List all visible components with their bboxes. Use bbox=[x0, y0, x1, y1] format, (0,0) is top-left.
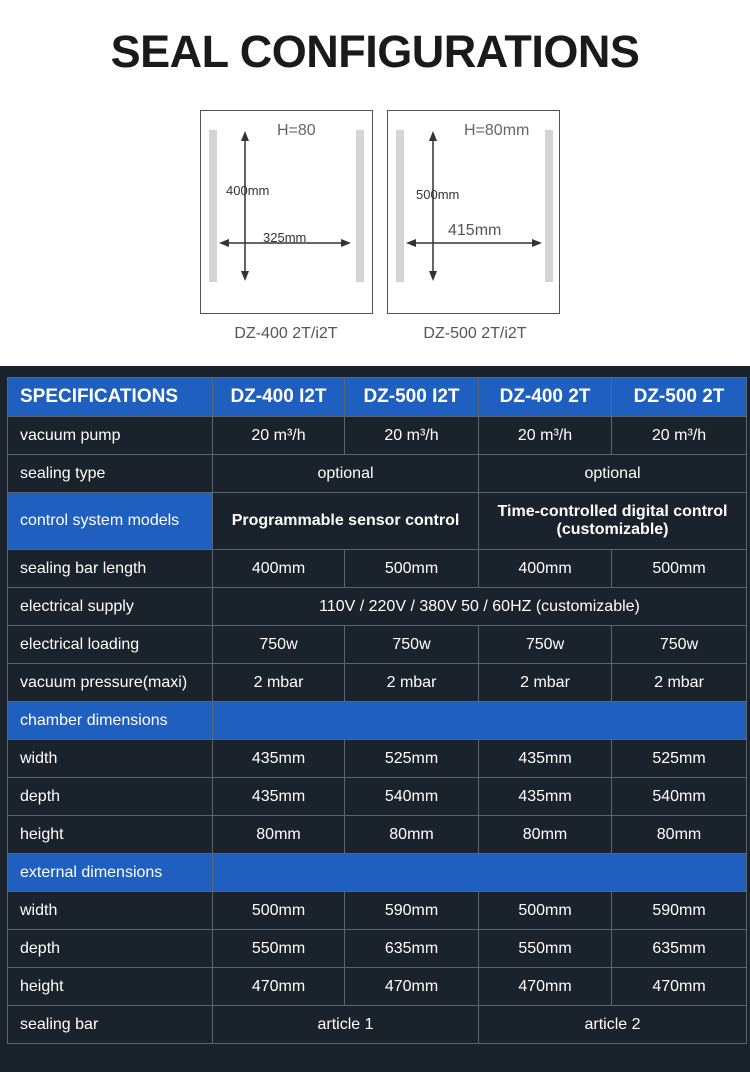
row-label: sealing bar length bbox=[8, 550, 213, 588]
horizontal-dimension: 325mm bbox=[263, 230, 307, 245]
vertical-dimension: 400mm bbox=[226, 183, 270, 198]
row-label: width bbox=[8, 892, 213, 930]
table-row bbox=[8, 455, 747, 493]
table-header-row bbox=[8, 378, 747, 417]
table-row bbox=[8, 664, 747, 702]
row-label: sealing bar bbox=[8, 1006, 213, 1044]
table-cell: 435mm bbox=[479, 740, 612, 778]
row-label: electrical supply bbox=[8, 588, 213, 626]
row-label: electrical loading bbox=[8, 626, 213, 664]
table-row bbox=[8, 417, 747, 455]
table-cell: 470mm bbox=[612, 968, 747, 1006]
table-row bbox=[8, 493, 747, 550]
control-line-2: (customizable) bbox=[556, 521, 669, 538]
table-cell: optional bbox=[479, 455, 747, 493]
table-row bbox=[8, 968, 747, 1006]
table-row bbox=[8, 930, 747, 968]
table-row bbox=[8, 892, 747, 930]
table-cell: 435mm bbox=[479, 778, 612, 816]
diagram-model-label: DZ-400 2T/i2T bbox=[234, 325, 338, 342]
table-cell: 525mm bbox=[345, 740, 479, 778]
header-cell: DZ-400 I2T bbox=[213, 378, 345, 417]
table-cell: optional bbox=[213, 455, 479, 493]
row-label: width bbox=[8, 740, 213, 778]
table-cell: 470mm bbox=[345, 968, 479, 1006]
table-row bbox=[8, 588, 747, 626]
section-fill bbox=[213, 702, 747, 740]
table-cell: 525mm bbox=[612, 740, 747, 778]
table-cell: 80mm bbox=[345, 816, 479, 854]
table-cell: 750w bbox=[345, 626, 479, 664]
diagram-model-label: DZ-500 2T/i2T bbox=[423, 325, 527, 342]
row-label: depth bbox=[8, 778, 213, 816]
seal-diagram-dz500 bbox=[387, 110, 560, 314]
table-row bbox=[8, 626, 747, 664]
table-cell: 20 m³/h bbox=[479, 417, 612, 455]
header-cell: SPECIFICATIONS bbox=[8, 378, 213, 417]
row-label: height bbox=[8, 968, 213, 1006]
table-cell: 750w bbox=[612, 626, 747, 664]
table-cell: 500mm bbox=[213, 892, 345, 930]
table-cell: 80mm bbox=[479, 816, 612, 854]
table-row bbox=[8, 1006, 747, 1044]
table-cell bbox=[479, 493, 747, 550]
row-label: depth bbox=[8, 930, 213, 968]
section-label: external dimensions bbox=[8, 854, 213, 892]
dimension-arrows bbox=[388, 111, 561, 315]
table-cell: 635mm bbox=[612, 930, 747, 968]
header-cell: DZ-500 2T bbox=[612, 378, 747, 417]
row-label: vacuum pressure(maxi) bbox=[8, 664, 213, 702]
table-cell: Programmable sensor control bbox=[213, 493, 479, 550]
row-label: sealing type bbox=[8, 455, 213, 493]
row-label: control system models bbox=[8, 493, 213, 550]
table-cell: 750w bbox=[479, 626, 612, 664]
seal-diagram-dz400 bbox=[200, 110, 373, 314]
section-label: chamber dimensions bbox=[8, 702, 213, 740]
table-cell: article 1 bbox=[213, 1006, 479, 1044]
horizontal-dimension: 415mm bbox=[448, 222, 502, 239]
table-cell: 20 m³/h bbox=[612, 417, 747, 455]
table-cell: 2 mbar bbox=[612, 664, 747, 702]
table-cell: 80mm bbox=[213, 816, 345, 854]
table-cell: 635mm bbox=[345, 930, 479, 968]
height-label: H=80mm bbox=[464, 122, 530, 139]
height-label: H=80 bbox=[277, 122, 316, 139]
table-cell: 2 mbar bbox=[213, 664, 345, 702]
table-cell: 550mm bbox=[479, 930, 612, 968]
control-line-1: Time-controlled digital control bbox=[497, 503, 728, 520]
specifications-table bbox=[7, 377, 747, 1044]
table-cell: 470mm bbox=[213, 968, 345, 1006]
section-row bbox=[8, 702, 747, 740]
table-row bbox=[8, 740, 747, 778]
table-row bbox=[8, 816, 747, 854]
dimension-arrows bbox=[201, 111, 374, 315]
specifications-panel bbox=[0, 366, 750, 1072]
table-cell: 500mm bbox=[612, 550, 747, 588]
table-cell: 400mm bbox=[213, 550, 345, 588]
table-cell: 750w bbox=[213, 626, 345, 664]
vertical-dimension: 500mm bbox=[416, 187, 460, 202]
table-cell: 500mm bbox=[345, 550, 479, 588]
table-cell: 550mm bbox=[213, 930, 345, 968]
table-cell: 590mm bbox=[345, 892, 479, 930]
table-cell: 20 m³/h bbox=[213, 417, 345, 455]
table-cell: 20 m³/h bbox=[345, 417, 479, 455]
table-cell: 435mm bbox=[213, 778, 345, 816]
table-cell: 500mm bbox=[479, 892, 612, 930]
table-cell: 400mm bbox=[479, 550, 612, 588]
row-label: vacuum pump bbox=[8, 417, 213, 455]
table-cell: 110V / 220V / 380V 50 / 60HZ (customizable) bbox=[213, 588, 747, 626]
table-cell: 2 mbar bbox=[345, 664, 479, 702]
table-cell: 80mm bbox=[612, 816, 747, 854]
table-cell: 590mm bbox=[612, 892, 747, 930]
table-cell: 2 mbar bbox=[479, 664, 612, 702]
table-row bbox=[8, 778, 747, 816]
table-cell: article 2 bbox=[479, 1006, 747, 1044]
header-cell: DZ-400 2T bbox=[479, 378, 612, 417]
table-cell: 540mm bbox=[612, 778, 747, 816]
table-row bbox=[8, 550, 747, 588]
table-cell: 470mm bbox=[479, 968, 612, 1006]
page-title: SEAL CONFIGURATIONS bbox=[110, 26, 640, 77]
table-cell: 435mm bbox=[213, 740, 345, 778]
section-row bbox=[8, 854, 747, 892]
row-label: height bbox=[8, 816, 213, 854]
header-cell: DZ-500 I2T bbox=[345, 378, 479, 417]
table-cell: 540mm bbox=[345, 778, 479, 816]
section-fill bbox=[213, 854, 747, 892]
